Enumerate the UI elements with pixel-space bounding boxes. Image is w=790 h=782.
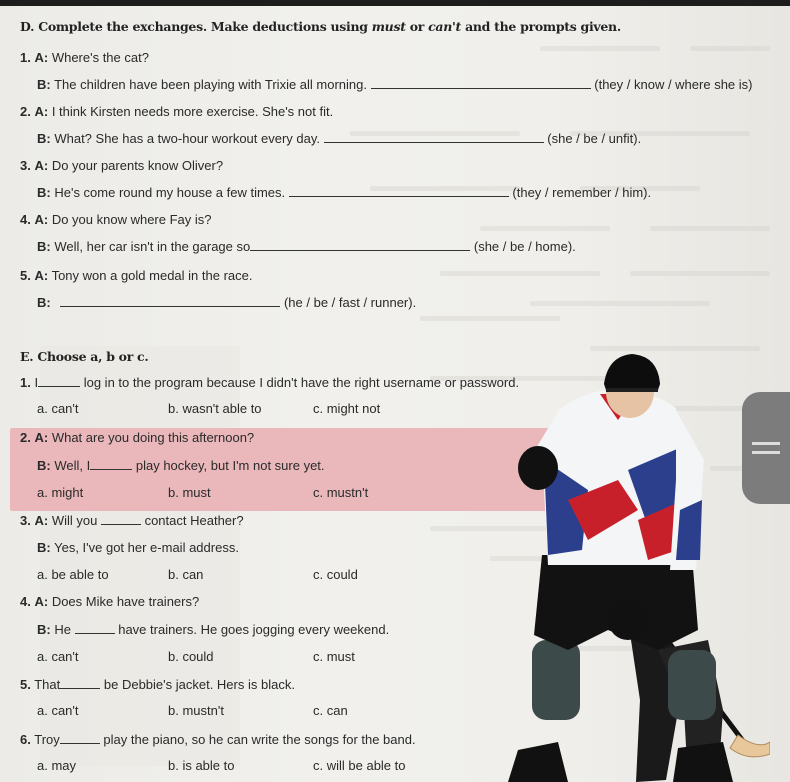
- e5-option-b[interactable]: b. mustn't: [168, 703, 224, 718]
- e3-option-b[interactable]: b. can: [168, 567, 204, 582]
- section-e-heading: E. Choose a, b or c.: [20, 349, 149, 364]
- answer-blank[interactable]: [324, 130, 544, 143]
- answer-blank[interactable]: [60, 294, 280, 307]
- e1-option-b[interactable]: b. wasn't able to: [168, 401, 262, 416]
- hockey-player-illustration: [508, 350, 770, 782]
- e1-option-a[interactable]: a. can't: [37, 401, 79, 416]
- answer-blank[interactable]: [60, 731, 100, 744]
- answer-blank[interactable]: [101, 512, 141, 525]
- section-d-heading: D. Complete the exchanges. Make deductions using must or can't and the prompts given.: [20, 19, 621, 34]
- d5-line-a: 5. A: Tony won a gold medal in the race.: [20, 268, 253, 283]
- e1-option-c[interactable]: c. might not: [313, 401, 381, 416]
- d2-line-b: B: What? She has a two-hour workout every day. (she / be / unfit).: [37, 131, 642, 146]
- d1-line-a: 1. A: Where's the cat?: [20, 50, 149, 65]
- d1-line-b: B: The children have been playing with Trixie all morning. (they / know / where she is): [37, 77, 753, 92]
- e2-line-b: B: Well, I play hockey, but I'm not sure yet.: [37, 458, 325, 473]
- d3-line-a: 3. A: Do your parents know Oliver?: [20, 158, 224, 173]
- d5-line-b: B: (he / be / fast / runner).: [37, 295, 417, 310]
- e2-line-a: 2. A: What are you doing this afternoon?: [20, 430, 255, 445]
- e4-option-b[interactable]: b. could: [168, 649, 214, 664]
- d3-line-b: B: He's come round my house a few times. (they / remember / him).: [37, 185, 652, 200]
- e6-option-b[interactable]: b. is able to: [168, 758, 235, 773]
- e5-line: 5. That be Debbie's jacket. Hers is black.: [20, 677, 295, 692]
- side-drag-tab[interactable]: [742, 392, 790, 504]
- e4-line-a: 4. A: Does Mike have trainers?: [20, 594, 200, 609]
- e3-option-a[interactable]: a. be able to: [37, 567, 109, 582]
- e4-option-c[interactable]: c. must: [313, 649, 355, 664]
- e3-line-b: B: Yes, I've got her e-mail address.: [37, 540, 239, 555]
- answer-blank[interactable]: [90, 457, 132, 470]
- e4-option-a[interactable]: a. can't: [37, 649, 79, 664]
- e6-option-a[interactable]: a. may: [37, 758, 77, 773]
- answer-blank[interactable]: [371, 76, 591, 89]
- e2-option-b[interactable]: b. must: [168, 485, 211, 500]
- e6-option-c[interactable]: c. will be able to: [313, 758, 406, 773]
- d2-line-a: 2. A: I think Kirsten needs more exercise. She's not fit.: [20, 104, 334, 119]
- answer-blank[interactable]: [289, 184, 509, 197]
- drag-handle-icon: [752, 439, 780, 457]
- e2-option-a[interactable]: a. might: [37, 485, 84, 500]
- answer-blank[interactable]: [250, 238, 470, 251]
- d4-line-b: B: Well, her car isn't in the garage so (she / be / home).: [37, 239, 576, 254]
- e5-option-c[interactable]: c. can: [313, 703, 348, 718]
- e3-option-c[interactable]: c. could: [313, 567, 358, 582]
- e1-line: 1. I log in to the program because I didn't have the right username or password.: [20, 375, 520, 390]
- e6-line: 6. Troy play the piano, so he can write the songs for the band.: [20, 732, 416, 747]
- e3-line-a: 3. A: Will you contact Heather?: [20, 513, 244, 528]
- d4-line-a: 4. A: Do you know where Fay is?: [20, 212, 212, 227]
- answer-blank[interactable]: [75, 621, 115, 634]
- answer-blank[interactable]: [60, 676, 100, 689]
- e4-line-b: B: He have trainers. He goes jogging every weekend.: [37, 622, 390, 637]
- answer-blank[interactable]: [38, 374, 80, 387]
- e2-option-c[interactable]: c. mustn't: [313, 485, 369, 500]
- e5-option-a[interactable]: a. can't: [37, 703, 79, 718]
